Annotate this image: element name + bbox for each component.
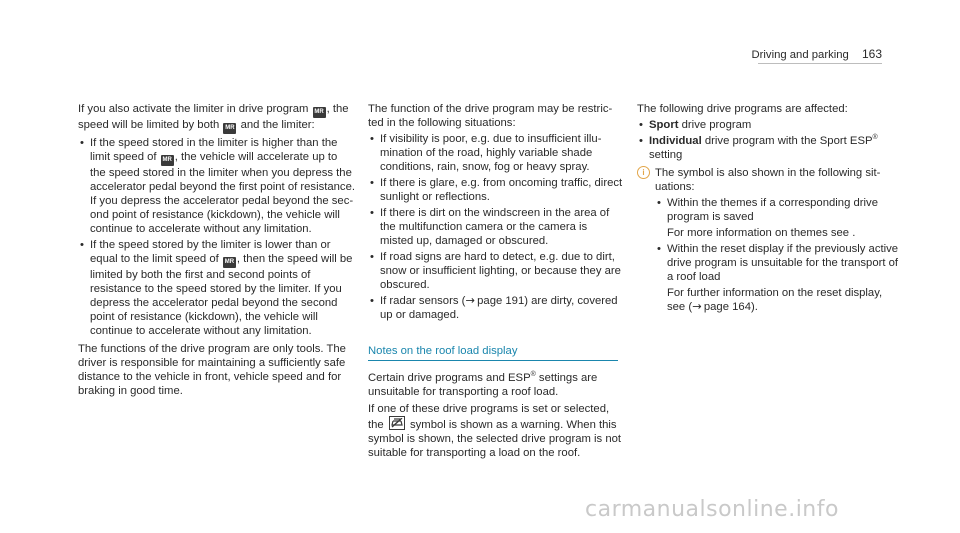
paragraph-limiter-intro: If you also activate the limiter in drive program MR , the speed will be limited by both MR and the limiter: (78, 102, 356, 134)
list-item: • If there is glare, e.g. from oncoming traffic, direct sunlight or reflections. (368, 176, 623, 204)
mr-icon: MR (223, 123, 236, 134)
mr-icon: MR (161, 155, 174, 166)
page-header (751, 47, 882, 62)
list-item: • If the speed stored in the limiter is higher than the limit speed of MR , the vehicle will accelerate up to the speed stored in the limiter when you depress the accelerator pedal beyond the first point of resistance. If you depress the accelerator pedal beyond the second point of resistance (kickdown), the vehicle will continue to accelerate without any limitation. (78, 136, 356, 236)
column-1 (78, 102, 356, 400)
watermark: carmanualsonline.info (585, 497, 839, 522)
limiter-bullets (78, 136, 356, 338)
paragraph-affected-programs: The following drive programs are affected: (637, 103, 848, 115)
list-item: • If the speed stored by the limiter is lower than or equal to the limit speed of MR , then the speed will be limited by both the first and second points of resistance to the speed stored by the limiter. If you depress the accelerator pedal beyond the second point of resistance (kickdown), the vehicle will continue to accelerate without any limitation. (78, 238, 356, 338)
note-bullets (655, 196, 899, 314)
arrow-right-icon: → (692, 300, 702, 313)
column-2 (368, 102, 623, 462)
note-text: The symbol is also shown in the following situations: (655, 167, 881, 193)
column-3 (637, 102, 899, 318)
reset-display-reference: For further information on the reset display, see (→ page 164). (667, 287, 883, 313)
info-icon: i (637, 166, 650, 179)
affected-programs-list (637, 118, 899, 162)
page-191-link[interactable]: page 191) are dirty, covered up or damaged. (380, 295, 618, 321)
list-item: • If visibility is poor, e.g. due to insufficient illumination of the road, highly variable shade conditions, rain, snow, fog or heavy spray. (368, 132, 623, 174)
mr-icon: MR (223, 257, 236, 268)
section-title: Driving and parking (751, 49, 849, 61)
restriction-bullets (368, 132, 623, 322)
list-item: • Within the reset display if the previously active drive program is unsuitable for the transport of a roof load For further information on the reset display, see (→ page 164). (655, 242, 899, 314)
list-item: • If road signs are hard to detect, e.g. due to dirt, snow or insufficient lighting, or because they are obscured. (368, 250, 623, 292)
list-item: • Individual drive program with the Sport ESP® setting (637, 134, 899, 162)
page-number: 163 (861, 47, 882, 61)
list-item: • Within the themes if a corresponding drive program is saved For more information on themes see . (655, 196, 899, 240)
themes-reference: For more information on themes see . (667, 227, 856, 239)
info-note (637, 166, 899, 314)
mr-icon: MR (313, 107, 326, 118)
roof-load-warning-icon (389, 416, 405, 430)
paragraph-restrictions: The function of the drive program may be restricted in the following situations: (368, 103, 613, 129)
section-heading-roof-load: Notes on the roof load display (368, 344, 618, 361)
arrow-right-icon: → (465, 294, 475, 307)
list-item: • If radar sensors (→ page 191) are dirty, covered up or damaged. (368, 294, 623, 322)
list-item: • If there is dirt on the windscreen in the area of the multifunction camera or the camera is misted up, damaged or obscured. (368, 206, 623, 248)
paragraph-roof-warning: If one of these drive programs is set or selected, the symbol is shown as a warning. When this symbol is shown, the selected drive program is not suitable for transporting a load on the roof. (368, 403, 622, 459)
page-164-link[interactable]: page 164). (703, 301, 758, 313)
paragraph-roof-unsuitable: Certain drive programs and ESP® settings are unsuitable for transporting a roof load. (368, 371, 598, 398)
list-item: • Sport drive program (637, 118, 899, 132)
paragraph-functions-tools: The functions of the drive program are only tools. The driver is responsible for maintaining a sufficiently safe distance to the vehicle in front, vehicle speed and for braking in good time. (78, 343, 346, 397)
header-rule (758, 63, 882, 64)
